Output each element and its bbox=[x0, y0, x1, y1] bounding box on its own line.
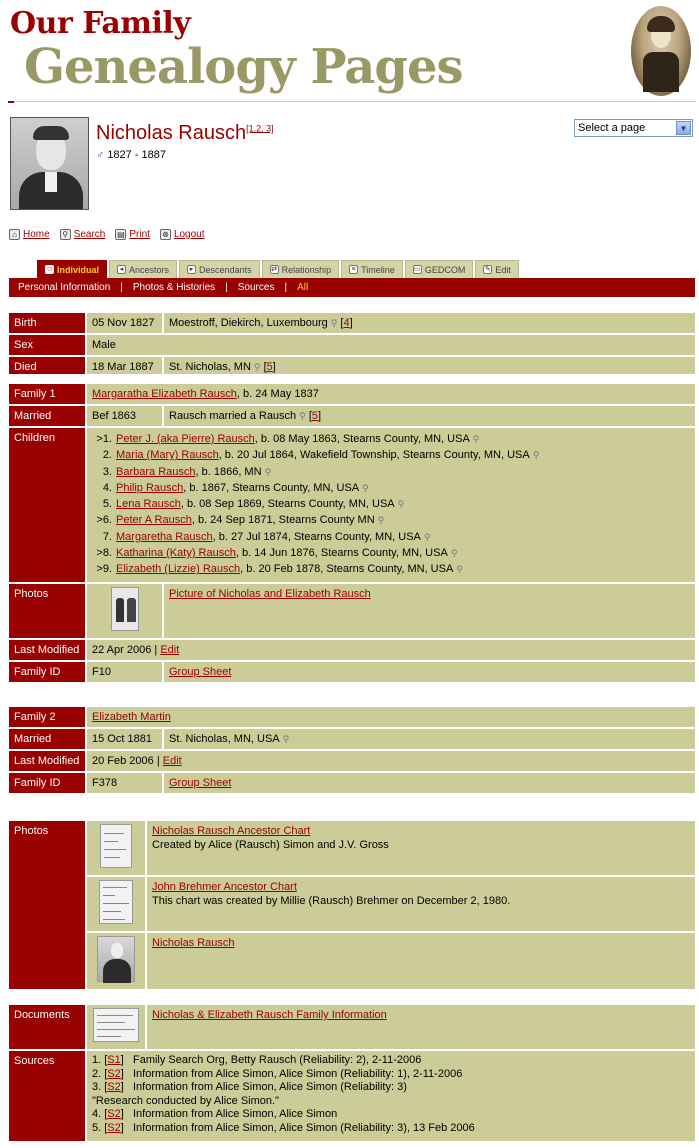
birth-label: Birth bbox=[9, 313, 87, 333]
place-search-icon[interactable]: ⚲ bbox=[532, 450, 540, 461]
source-line: 4. [S2] Information from Alice Simon, Alice Simon bbox=[92, 1108, 338, 1120]
family-id-value: F10 bbox=[87, 662, 164, 682]
tab-icon: ≡ bbox=[349, 265, 358, 274]
family-photo-link[interactable]: Picture of Nicholas and Elizabeth Rausch bbox=[169, 588, 371, 600]
ancestor-chart-thumbnail[interactable] bbox=[100, 824, 132, 868]
source-line: 1. [S1] Family Search Org, Betty Rausch (Reliability: 2), 2-11-2006 bbox=[92, 1054, 422, 1066]
subnav-photos-histories[interactable]: Photos & Histories bbox=[132, 282, 216, 293]
child-link[interactable]: Peter A Rausch bbox=[116, 514, 192, 527]
source-link[interactable]: S2 bbox=[107, 1081, 121, 1093]
child-row: 3. Barbara Rausch, b. 1866, MN ⚲ bbox=[102, 465, 272, 478]
last-modified-value: 22 Apr 2006 | Edit bbox=[87, 640, 695, 660]
person-portrait[interactable] bbox=[10, 117, 89, 210]
tab-icon: ▸ bbox=[187, 265, 196, 274]
place-search-icon[interactable]: ⚲ bbox=[397, 499, 405, 510]
child-link[interactable]: Katharina (Katy) Rausch bbox=[116, 547, 236, 560]
util-link-logout[interactable]: ⊗ Logout bbox=[160, 229, 205, 240]
place-search-icon[interactable]: ⚲ bbox=[362, 482, 369, 493]
photo-thumb-cell bbox=[87, 877, 147, 931]
photo-item: John Brehmer Ancestor Chart This chart was created by Millie (Rausch) Brehmer on December 2, 1980. bbox=[147, 877, 695, 931]
person-dates: ♂ 1827 - 1887 bbox=[96, 149, 167, 161]
family-1-label: Family 1 bbox=[9, 384, 87, 404]
logout-icon[interactable]: ⊗ bbox=[160, 229, 171, 240]
birth-place: Moestroff, Diekirch, Luxembourg ⚲ [4] bbox=[164, 313, 695, 333]
document-thumbnail[interactable] bbox=[93, 1008, 139, 1042]
died-place: St. Nicholas, MN ⚲ [5] bbox=[164, 357, 695, 374]
sub-navigation: Personal Information | Photos & Histories | Sources | All bbox=[9, 278, 695, 297]
source-link[interactable]: S1 bbox=[107, 1054, 121, 1066]
family-photo-thumb-cell bbox=[87, 584, 164, 638]
group-sheet-link[interactable]: Group Sheet bbox=[169, 777, 232, 789]
site-header bbox=[0, 0, 699, 104]
site-title-line2: Genealogy Pages bbox=[24, 39, 463, 95]
tab-descendants[interactable]: ▸ Descendants bbox=[179, 260, 260, 278]
married-label: Married bbox=[9, 406, 87, 426]
place-search-icon[interactable]: ⚲ bbox=[253, 362, 261, 372]
children-label: Children bbox=[9, 428, 87, 582]
portrait-thumbnail[interactable] bbox=[97, 936, 135, 982]
group-sheet-link[interactable]: Group Sheet bbox=[169, 666, 232, 678]
documents-label: Documents bbox=[9, 1005, 87, 1049]
tab-edit[interactable]: ✎ Edit bbox=[475, 260, 519, 278]
photos-table bbox=[9, 819, 695, 991]
sources-list bbox=[87, 1051, 695, 1141]
child-row: >9. Elizabeth (Lizzie) Rausch, b. 20 Feb 1878, Stearns County, MN, USA ⚲ bbox=[96, 563, 463, 576]
source-line: "Research conducted by Alice Simon." bbox=[92, 1094, 279, 1107]
family-1-table bbox=[9, 382, 695, 684]
photo-item: Nicholas Rausch Ancestor Chart Created by Alice (Rausch) Simon and J.V. Gross bbox=[147, 821, 695, 875]
sources-label: Sources bbox=[9, 1051, 87, 1141]
util-link-print[interactable]: ▤ Print bbox=[117, 229, 150, 240]
spouse-link[interactable]: Elizabeth Martin bbox=[92, 711, 171, 723]
family-id-label: Family ID bbox=[9, 662, 87, 682]
child-row: >1. Peter J. (aka Pierre) Rausch, b. 08 May 1863, Stearns County, MN, USA ⚲ bbox=[96, 433, 480, 445]
photo-link[interactable]: John Brehmer Ancestor Chart bbox=[152, 881, 297, 893]
tab-individual[interactable]: ☺ Individual bbox=[37, 260, 107, 278]
family-2-spouse bbox=[87, 707, 695, 727]
source-link[interactable]: S2 bbox=[107, 1067, 121, 1080]
child-row: 4. Philip Rausch, b. 1867, Stearns County, MN, USA ⚲ bbox=[102, 481, 369, 494]
person-source-refs[interactable]: [1,2, 3] bbox=[246, 123, 274, 134]
child-row: 7. Margaretha Rausch, b. 27 Jul 1874, Stearns County, MN, USA ⚲ bbox=[102, 530, 431, 543]
home-icon[interactable]: ⌂ bbox=[9, 229, 20, 240]
child-row: 2. Maria (Mary) Rausch, b. 20 Jul 1864, Wakefield Township, Stearns County, MN, USA ⚲ bbox=[102, 449, 540, 462]
married-date: Bef 1863 bbox=[87, 406, 164, 426]
birth-date: 05 Nov 1827 bbox=[87, 313, 164, 333]
married-place: St. Nicholas, MN, USA ⚲ bbox=[164, 729, 695, 749]
subnav-sources[interactable]: Sources bbox=[237, 282, 275, 293]
photos-label: Photos bbox=[9, 584, 87, 638]
male-icon: ♂ bbox=[96, 149, 105, 161]
married-date: 15 Oct 1881 bbox=[87, 729, 164, 749]
chevron-down-icon[interactable]: ▼ bbox=[676, 121, 691, 135]
died-date: 18 Mar 1887 bbox=[87, 357, 164, 374]
util-link-search[interactable]: ⚲ Search bbox=[60, 229, 106, 240]
tab-gedcom[interactable]: ▭ GEDCOM bbox=[405, 260, 474, 278]
place-search-icon[interactable]: ⚲ bbox=[330, 318, 338, 328]
select-page-dropdown[interactable]: Select a page ▼ bbox=[574, 119, 693, 137]
child-row: >6. Peter A Rausch, b. 24 Sep 1871, Stearns County MN ⚲ bbox=[96, 514, 385, 527]
group-sheet-cell bbox=[164, 773, 695, 793]
tab-bar bbox=[37, 260, 521, 278]
source-link[interactable]: S2 bbox=[107, 1108, 121, 1120]
child-link[interactable]: Lena Rausch bbox=[116, 498, 181, 511]
child-link[interactable]: Elizabeth (Lizzie) Rausch bbox=[116, 563, 241, 576]
document-item bbox=[147, 1005, 695, 1049]
document-link[interactable]: Nicholas & Elizabeth Rausch Family Information bbox=[152, 1009, 387, 1021]
place-search-icon[interactable]: ⚲ bbox=[456, 564, 463, 575]
family-photo-title-cell bbox=[164, 584, 695, 638]
ancestor-chart-thumbnail[interactable] bbox=[99, 880, 133, 924]
place-search-icon[interactable]: ⚲ bbox=[299, 411, 306, 421]
vitals-table bbox=[9, 311, 695, 376]
tab-icon: ◂ bbox=[117, 265, 126, 274]
place-search-icon[interactable]: ⚲ bbox=[264, 466, 272, 477]
family-1-spouse: Margaratha Elizabeth Rausch, b. 24 May 1837 bbox=[87, 384, 695, 404]
group-sheet-cell bbox=[164, 662, 695, 682]
place-search-icon[interactable]: ⚲ bbox=[282, 734, 290, 744]
photo-thumb-cell bbox=[87, 821, 147, 875]
last-modified-label: Last Modified bbox=[9, 751, 87, 771]
tab-ancestors[interactable]: ◂ Ancestors bbox=[109, 260, 177, 278]
subnav-personal-information[interactable]: Personal Information bbox=[18, 282, 111, 293]
married-source-link[interactable]: 5 bbox=[311, 410, 319, 422]
print-icon[interactable]: ▤ bbox=[117, 230, 125, 239]
place-search-icon[interactable]: ⚲ bbox=[450, 548, 458, 559]
documents-table bbox=[9, 1003, 695, 1051]
tab-timeline[interactable]: ≡ Timeline bbox=[341, 260, 403, 278]
photos-section-label: Photos bbox=[9, 821, 87, 989]
sources-table bbox=[9, 1049, 695, 1143]
tab-relationship[interactable]: ⇄ Relationship bbox=[262, 260, 340, 278]
document-thumb-cell bbox=[87, 1005, 147, 1049]
family-photo-thumbnail[interactable] bbox=[111, 587, 139, 631]
child-link[interactable]: Maria (Mary) Rausch bbox=[116, 449, 219, 462]
sex-label: Sex bbox=[9, 335, 87, 355]
married-label: Married bbox=[9, 729, 87, 749]
source-link[interactable]: S2 bbox=[107, 1121, 121, 1134]
family-id-value: F378 bbox=[87, 773, 164, 793]
child-link[interactable]: Barbara Rausch bbox=[116, 465, 196, 478]
source-line: 3. [S2] Information from Alice Simon, Alice Simon (Reliability: 3) bbox=[92, 1081, 407, 1093]
photo-item bbox=[147, 933, 695, 989]
child-row: 5. Lena Rausch, b. 08 Sep 1869, Stearns County, MN, USA ⚲ bbox=[102, 498, 405, 511]
family-2-label: Family 2 bbox=[9, 707, 87, 727]
child-link[interactable]: Peter J. (aka Pierre) Rausch bbox=[116, 433, 255, 445]
child-row: >8. Katharina (Katy) Rausch, b. 14 Jun 1876, Stearns County, MN, USA ⚲ bbox=[96, 547, 458, 560]
source-line: 2. [S2] Information from Alice Simon, Alice Simon (Reliability: 1), 2-11-2006 bbox=[92, 1067, 463, 1080]
place-search-icon[interactable]: ⚲ bbox=[472, 434, 480, 444]
place-search-icon[interactable]: ⚲ bbox=[377, 515, 385, 526]
subnav-all[interactable]: All bbox=[297, 282, 309, 293]
site-title-line1: Our Family bbox=[10, 6, 191, 41]
child-link[interactable]: Margaretha Rausch bbox=[116, 530, 213, 543]
family-id-label: Family ID bbox=[9, 773, 87, 793]
photo-thumb-cell bbox=[87, 933, 147, 989]
person-name: Nicholas Rausch[1,2, 3] bbox=[96, 122, 274, 144]
died-label: Died bbox=[9, 357, 87, 374]
spouse-link[interactable]: Margaratha Elizabeth Rausch bbox=[92, 388, 237, 400]
children-list bbox=[87, 428, 695, 582]
edit-link[interactable]: Edit bbox=[162, 755, 182, 767]
tab-icon: ✎ bbox=[484, 266, 491, 273]
place-search-icon[interactable]: ⚲ bbox=[423, 531, 431, 542]
married-place: Rausch married a Rausch ⚲ [5] bbox=[164, 406, 695, 426]
search-icon[interactable]: ⚲ bbox=[60, 229, 71, 240]
photo-link[interactable]: Nicholas Rausch bbox=[152, 937, 235, 949]
header-divider bbox=[8, 101, 696, 102]
tab-icon: ▭ bbox=[414, 266, 421, 273]
tab-icon: ⇄ bbox=[271, 266, 278, 273]
tab-icon: ☺ bbox=[46, 266, 54, 273]
birth-source-link[interactable]: 4 bbox=[343, 317, 350, 329]
util-link-home[interactable]: ⌂ Home bbox=[9, 229, 50, 240]
child-link[interactable]: Philip Rausch bbox=[116, 481, 184, 494]
source-line: 5. [S2] Information from Alice Simon, Alice Simon (Reliability: 3), 13 Feb 2006 bbox=[92, 1121, 475, 1134]
sex-value: Male bbox=[87, 335, 695, 355]
died-source-link[interactable]: 5 bbox=[266, 361, 273, 373]
last-modified-label: Last Modified bbox=[9, 640, 87, 660]
family-2-table bbox=[9, 705, 695, 795]
utility-links bbox=[9, 229, 205, 240]
photo-link[interactable]: Nicholas Rausch Ancestor Chart bbox=[152, 825, 311, 837]
last-modified-value: 20 Feb 2006 | Edit bbox=[87, 751, 695, 771]
edit-link[interactable]: Edit bbox=[160, 644, 180, 656]
header-portrait-image bbox=[631, 6, 691, 96]
